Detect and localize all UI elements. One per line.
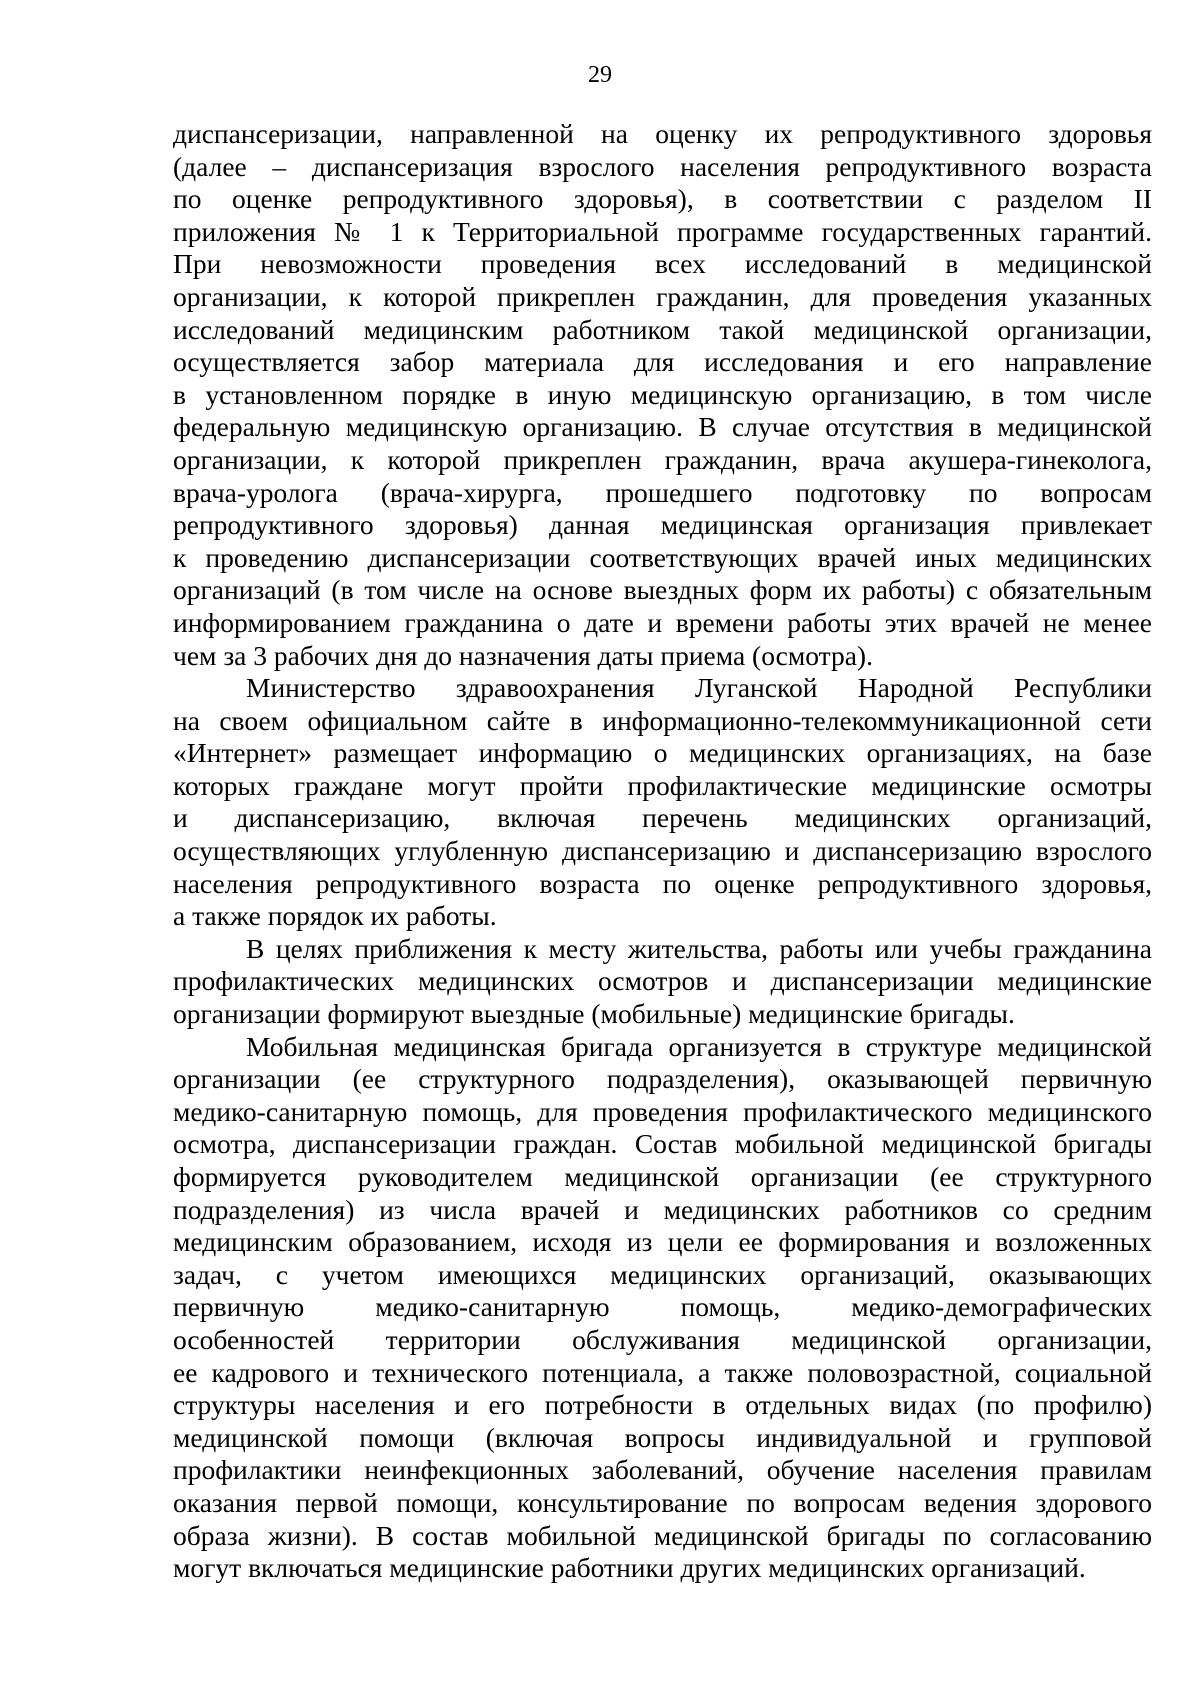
text-line: осуществляется забор материала для исследования и его направление [173,346,1152,378]
paragraph-mobile-team-composition [173,1031,1152,1585]
text-line: организации формируют выездные (мобильные) медицинские бригады. [173,998,1015,1030]
text-line: Министерство здравоохранения Луганской Народной Республики [246,672,1152,704]
text-line: оказания первой помощи, консультирование по вопросам ведения здорового [173,1486,1152,1518]
text-line: осуществляющих углубленную диспансеризацию и диспансеризацию взрослого [173,835,1152,867]
text-line: врача-уролога (врача-хирурга, прошедшего подготовку по вопросам [173,476,1152,508]
text-line: диспансеризации, направленной на оценку их репродуктивного здоровья [173,118,1152,149]
text-line: медицинским образованием, исходя из цели ее формирования и возложенных [173,1226,1152,1258]
text-line: могут включаться медицинские работники других медицинских организаций. [173,1552,1086,1584]
text-line: репродуктивного здоровья) данная медицинская организация привлекает [173,509,1152,541]
text-line: по оценке репродуктивного здоровья), в соответствии с разделом II [173,183,1152,215]
text-line: информированием гражданина о дате и времени работы этих врачей не менее [173,606,1152,638]
text-line: которых граждане могут пройти профилактические медицинские осмотры [173,769,1152,801]
text-line: и диспансеризацию, включая перечень медицинских организаций, [173,802,1152,834]
text-line: приложения № 1 к Территориальной программе государственных гарантий. [173,215,1152,247]
text-line: организации (ее структурного подразделения), оказывающей первичную [173,1063,1152,1095]
text-line: чем за 3 рабочих дня до назначения даты приема (осмотра). [173,639,873,671]
text-line: медицинской помощи (включая вопросы индивидуальной и групповой [173,1421,1152,1453]
text-line: профилактики неинфекционных заболеваний, обучение населения правилам [173,1454,1152,1486]
text-line: (далее – диспансеризация взрослого населения репродуктивного возраста [173,150,1152,182]
text-line: ее кадрового и технического потенциала, а также половозрастной, социальной [173,1356,1152,1388]
text-line: организации, к которой прикреплен гражданин, для проведения указанных [173,280,1152,312]
text-line: «Интернет» размещает информацию о медицинских организациях, на базе [173,737,1152,769]
paragraph-dispensary-continuation [173,118,1152,672]
text-line: в установленном порядке в иную медицинскую организацию, в том числе [173,378,1152,410]
text-line: организаций (в том числе на основе выездных форм их работы) с обязательным [173,574,1152,606]
text-line: медико-санитарную помощь, для проведения профилактического медицинского [173,1095,1152,1127]
text-line: а также порядок их работы. [173,900,497,932]
document-body [173,118,1152,1585]
text-line: особенностей территории обслуживания медицинской организации, [173,1323,1152,1355]
text-line: формируется руководителем медицинской организации (ее структурного [173,1161,1152,1192]
text-line: к проведению диспансеризации соответствующих врачей иных медицинских [173,541,1152,573]
text-line: В целях приближения к месту жительства, работы или учебы гражданина [246,932,1152,964]
text-line: исследований медицинским работником такой медицинской организации, [173,313,1152,345]
text-line: осмотра, диспансеризации граждан. Состав мобильной медицинской бригады [173,1128,1152,1160]
text-line: профилактических медицинских осмотров и диспансеризации медицинские [173,965,1152,997]
text-line: подразделения) из числа врачей и медицинских работников со средним [173,1193,1152,1225]
text-line: задач, с учетом имеющихся медицинских организаций, оказывающих [173,1258,1152,1290]
text-line: населения репродуктивного возраста по оценке репродуктивного здоровья, [173,867,1152,899]
text-line: структуры населения и его потребности в отдельных видах (по профилю) [173,1389,1152,1421]
text-line: образа жизни). В состав мобильной медицинской бригады по согласованию [173,1519,1152,1551]
paragraph-ministry-website [173,672,1152,933]
text-line: федеральную медицинскую организацию. В случае отсутствия в медицинской [173,411,1152,443]
text-line: на своем официальном сайте в информационно-телекоммуникационной сети [173,704,1152,736]
text-line: Мобильная медицинская бригада организуется в структуре медицинской [246,1030,1152,1062]
text-line: организации, к которой прикреплен гражданин, врача акушера-гинеколога, [173,443,1152,475]
text-line: первичную медико-санитарную помощь, медико-демографических [173,1291,1152,1323]
paragraph-mobile-teams-purpose [173,933,1152,1031]
text-line: При невозможности проведения всех исследований в медицинской [173,248,1152,280]
page-number: 29 [588,62,612,88]
